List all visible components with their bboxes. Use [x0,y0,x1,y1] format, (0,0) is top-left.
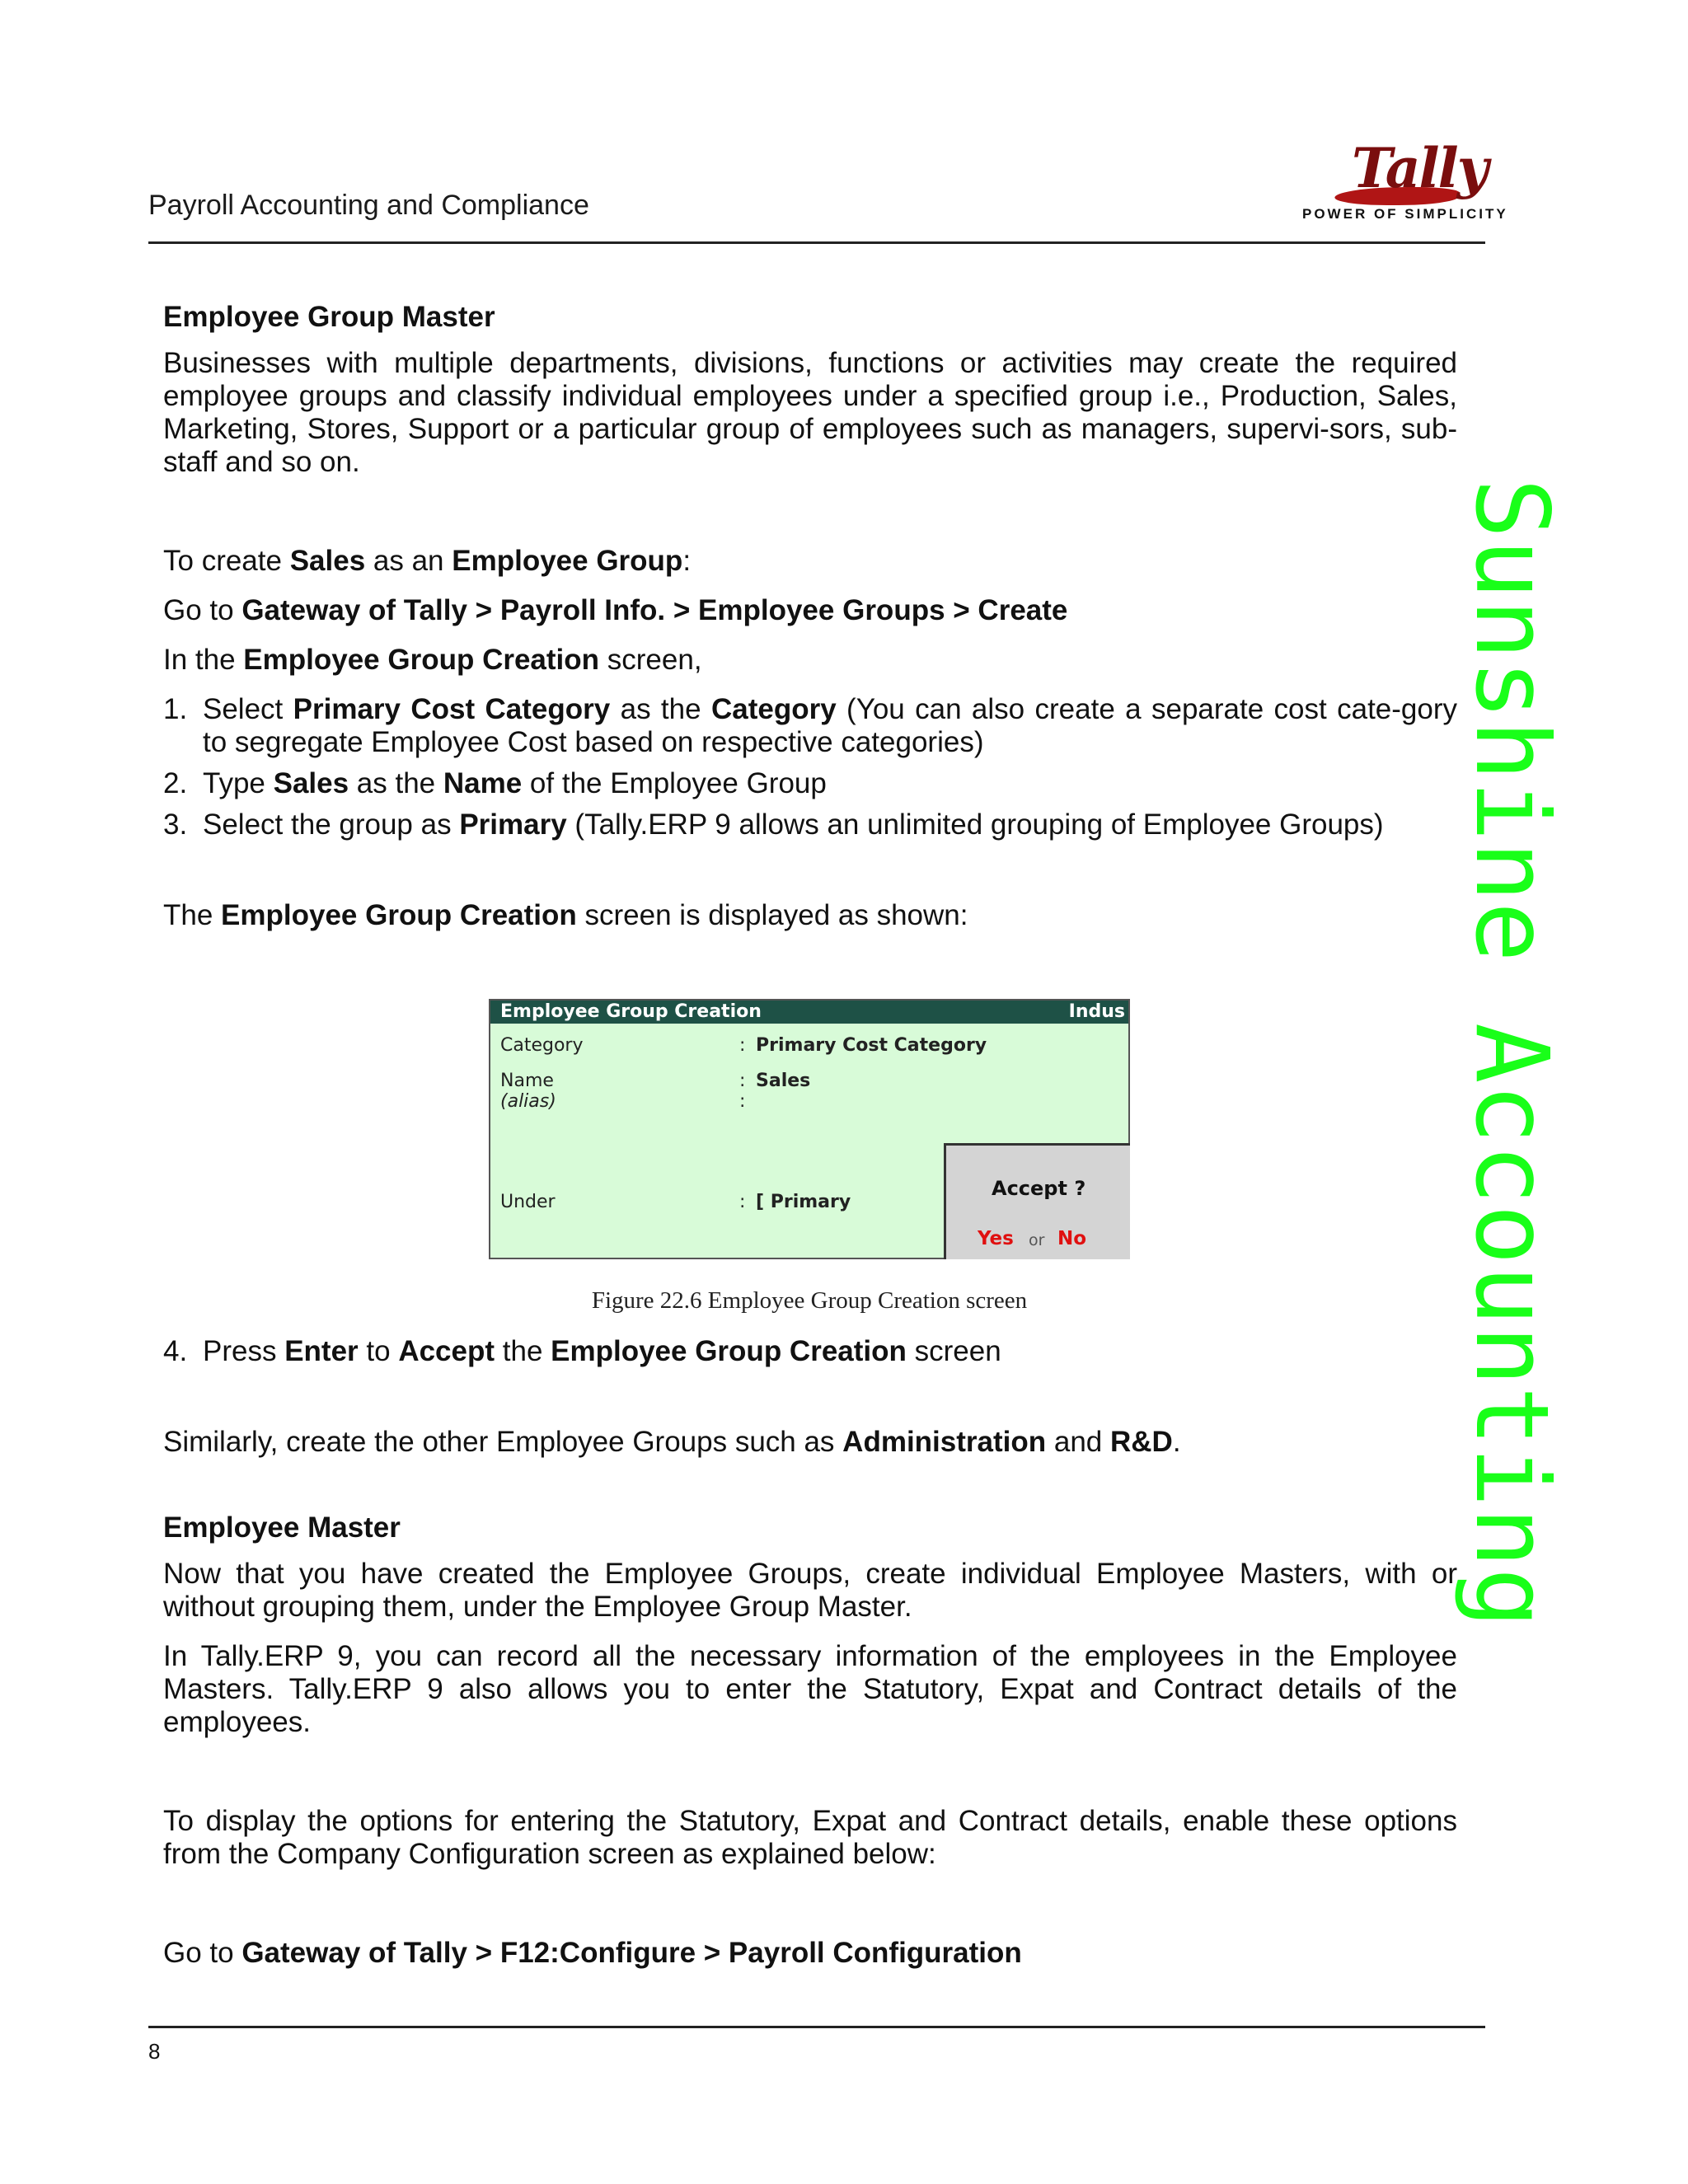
field-colon: : [739,1035,746,1056]
field-value-category[interactable]: Primary Cost Category [756,1035,987,1056]
accept-question: Accept ? [992,1177,1086,1200]
cursor-marker: [ [756,1192,771,1212]
intro-paragraph: Businesses with multiple departments, divisions, functions or activities may create the required employee groups and classify individual employees under a specified group i.e., Production, Sales, Marketing, Stores, Support or a particular group of employees such as managers, supervi-sors, sub-staff and so on. [163,347,1457,478]
screen-line: In the Employee Group Creation screen, [163,644,702,676]
company-name: Indus [1068,1001,1125,1022]
employee-group-creation-screenshot [489,999,1130,1259]
page-content [163,301,1457,932]
page-number: 8 [148,2039,161,2064]
logo-word: Tally [1352,136,1488,200]
field-colon: : [739,1192,746,1212]
section-heading-employee-master: Employee Master [163,1511,401,1544]
field-label-alias: (alias) [500,1091,556,1112]
list-item: 1. Select Primary Cost Category as the Category (You can also create a separate cost cate-gory to segregate Employee Cost based on respective categories) [163,693,1458,758]
list-item: 3. Select the group as Primary (Tally.ERP 9 allows an unlimited grouping of Employee Groups) [163,808,1384,841]
employee-master-paragraph-2: In Tally.ERP 9, you can record all the necessary information of the employees in the Employee Masters. Tally.ERP 9 also allows you to enter the Statutory, Expat and Contract details of the employees. [163,1640,1457,1738]
displayed-line: The Employee Group Creation screen is displayed as shown: [163,899,968,931]
field-label-name: Name [500,1071,554,1091]
field-colon: : [739,1071,746,1091]
similarly-paragraph: Similarly, create the other Employee Groups such as Administration and R&D. [163,1426,1181,1458]
employee-master-paragraph-1: Now that you have created the Employee Groups, create individual Employee Masters, with or without grouping them, under the Employee Group Master. [163,1558,1457,1623]
goto-path-line-2: Go to Gateway of Tally > F12:Configure > Payroll Configuration [163,1937,1022,1969]
field-label-category: Category [500,1035,584,1056]
screen-title: Employee Group Creation [500,1001,762,1022]
accept-dialog [944,1143,1130,1259]
field-label-under: Under [500,1192,556,1212]
no-button[interactable]: No [1057,1228,1087,1249]
screen-title-bar [490,1001,1128,1024]
section-heading-employee-group-master: Employee Group Master [163,301,495,333]
running-header: Payroll Accounting and Compliance [148,190,589,221]
or-label: or [1029,1231,1045,1249]
footer-rule [148,2026,1485,2028]
field-value-name[interactable]: Sales [756,1071,811,1091]
watermark-text: Sunshine Accounting [1453,478,1570,1629]
header-rule [148,241,1485,244]
yes-button[interactable]: Yes [978,1228,1014,1249]
goto-path: Gateway of Tally > Payroll Info. > Employee Groups > Create [241,594,1068,626]
goto-path-line: Go to Gateway of Tally > Payroll Info. > Employee Groups > Create [163,594,1068,626]
logo-tagline: POWER OF SIMPLICITY [1302,206,1508,222]
field-value-under[interactable]: [ Primary [756,1192,851,1212]
list-item: 4. Press Enter to Accept the Employee Group Creation screen [163,1335,1001,1367]
field-colon: : [739,1091,746,1112]
tally-logo [1286,136,1508,227]
page-content-continued [163,1335,1457,1970]
create-instruction: To create Sales as an Employee Group: [163,545,692,577]
figure-caption: Figure 22.6 Employee Group Creation screen [591,1287,1028,1314]
goto-path-2: Gateway of Tally > F12:Configure > Payroll Configuration [241,1937,1022,1969]
list-item: 2. Type Sales as the Name of the Employee Group [163,767,827,799]
employee-master-paragraph-3: To display the options for entering the Statutory, Expat and Contract details, enable these options from the Company Configuration screen as explained below: [163,1805,1457,1870]
